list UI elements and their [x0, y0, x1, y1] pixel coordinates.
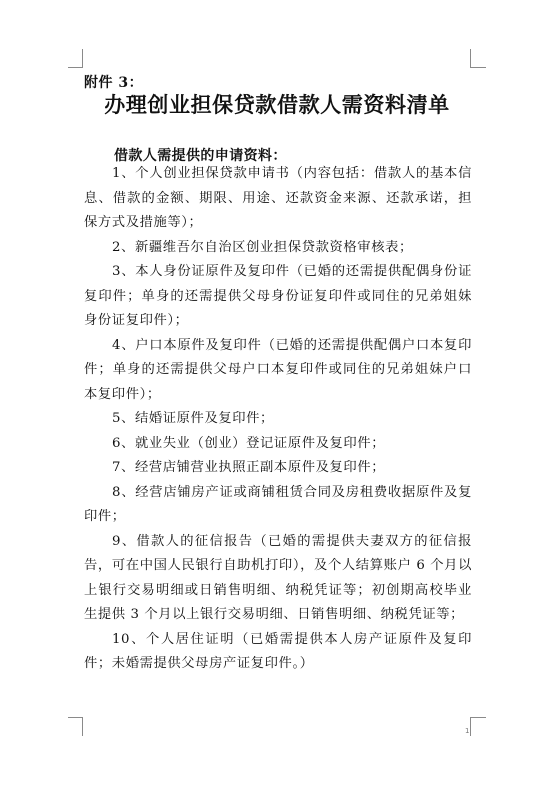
list-item: 3、本人身份证原件及复印件（已婚的还需提供配偶身份证复印件；单身的还需提供父母身份证复印件或同住的兄弟姐妹身份证复印件）；: [84, 264, 472, 328]
list-item: 9、借款人的征信报告（已婚的需提供夫妻双方的征信报告，可在中国人民银行自助机打印），及个人结算账户 6 个月以上银行交易明细或日销售明细、纳税凭证等；初创期高校毕业生提供 3 个月以上银行交易明细、日销售明细、纳税凭证等；: [84, 533, 472, 622]
list-item: 2、新疆维吾尔自治区创业担保贷款资格审核表；: [112, 239, 413, 255]
attachment-label: 附件 3：: [84, 75, 144, 91]
list-item: 1、个人创业担保贷款申请书（内容包括：借款人的基本信息、借款的金额、期限、用途、还款资金来源、还款承诺，担保方式及措施等）；: [84, 166, 472, 230]
list-item: 6、就业失业（创业）登记证原件及复印件；: [112, 435, 386, 451]
crop-mark-top-right: [470, 49, 486, 68]
crop-mark-bottom-right: [470, 717, 486, 736]
document-title: 办理创业担保贷款借款人需资料清单: [104, 92, 450, 117]
crop-mark-bottom-left: [68, 717, 83, 736]
section-heading: 借款人需提供的申请资料：: [114, 148, 287, 164]
list-item: 5、结婚证原件及复印件；: [112, 411, 274, 426]
crop-mark-top-left: [68, 49, 83, 68]
requirements-list: [84, 162, 472, 677]
list-item: 7、经营店铺营业执照正副本原件及复印件；: [112, 460, 386, 475]
page-number: 1: [465, 727, 470, 735]
list-item: 4、户口本原件及复印件（已婚的还需提供配偶户口本复印件；单身的还需提供父母户口本复印件或同住的兄弟姐妹户口本复印件）；: [84, 337, 472, 402]
list-item: 8、经营店铺房产证或商铺租赁合同及房租费收据原件及复印件；: [84, 484, 472, 524]
list-item: 10、个人居住证明（已婚需提供本人房产证原件及复印件；未婚需提供父母房产证复印件。）: [84, 631, 472, 671]
